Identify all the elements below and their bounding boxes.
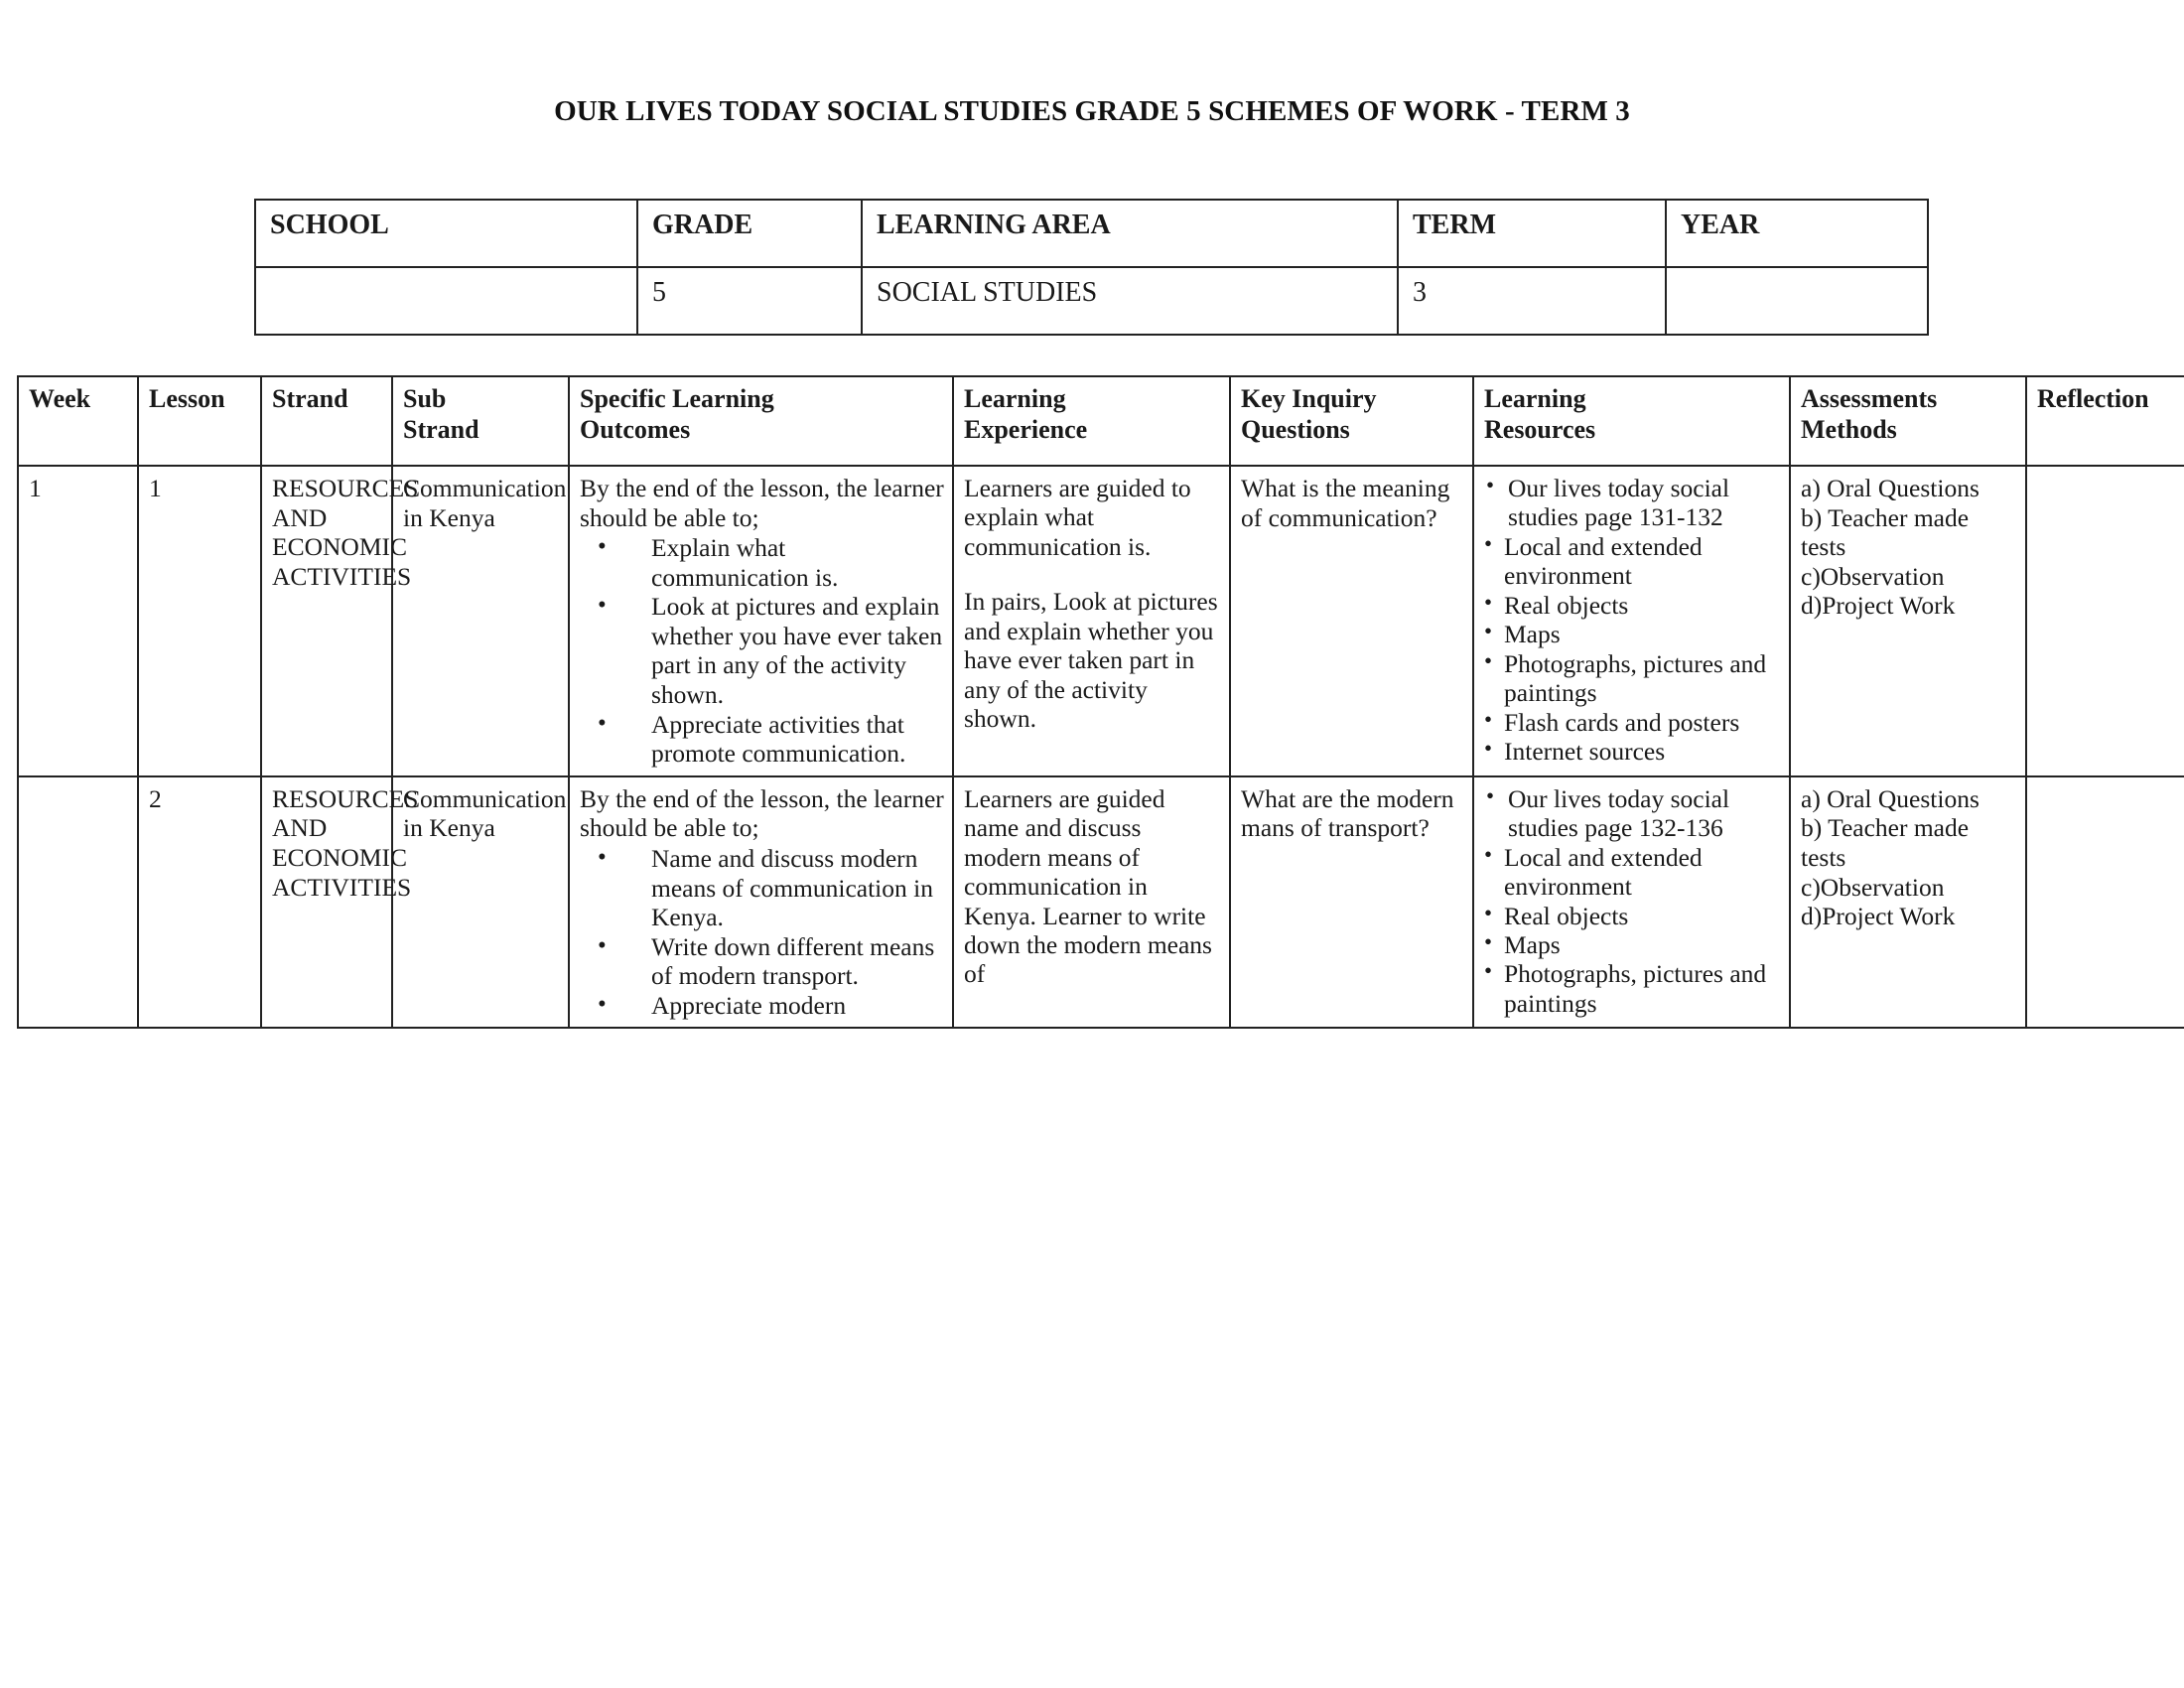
info-header-school: SCHOOL (255, 200, 637, 267)
cell-assessment-methods (1790, 776, 2026, 1029)
assessment-item: d)Project Work (1801, 902, 1956, 931)
info-value-year (1666, 267, 1928, 335)
list-item: • Local and extended environment (1484, 843, 1781, 902)
cell-key-inquiry-question: What is the meaning of communication? (1230, 466, 1473, 776)
learning-experience-paragraph-1: Learners are guided to explain what communication is. (964, 474, 1191, 561)
cell-learning-experience (953, 466, 1230, 776)
kiq-header-line2: Questions (1241, 414, 1350, 444)
assessment-item: c)Observation (1801, 872, 1945, 902)
learning-experience-paragraph-2: In pairs, Look at pictures and explain whether you have ever taken part in any of the activity shown. (964, 587, 1218, 734)
column-header-lesson: Lesson (138, 376, 261, 466)
cell-specific-learning-outcomes (569, 776, 953, 1029)
list-item: • Photographs, pictures and paintings (1484, 649, 1781, 708)
scheme-of-work-table (17, 375, 2184, 1029)
column-header-assessments-methods (1790, 376, 2026, 466)
column-header-learning-resources (1473, 376, 1790, 466)
list-item: • Photographs, pictures and paintings (1484, 959, 1781, 1018)
column-header-sub-strand (392, 376, 569, 466)
lres-header-line2: Resources (1484, 414, 1596, 444)
cell-strand: RESOURCES AND ECONOMIC ACTIVITIES (261, 466, 392, 776)
slo-bullet-list (580, 533, 944, 769)
assessment-item: a) Oral Questions (1801, 474, 1979, 502)
column-header-strand: Strand (261, 376, 392, 466)
resource-list (1484, 784, 1781, 1019)
cell-learning-experience (953, 776, 1230, 1029)
column-header-key-inquiry-questions (1230, 376, 1473, 466)
info-table-value-row (255, 267, 1928, 335)
assessment-item: a) Oral Questions (1801, 783, 1979, 813)
list-item: • Our lives today social studies page 131-132 (1484, 474, 1781, 532)
list-item: • Real objects (1484, 591, 1781, 620)
cell-sub-strand: Communication in Kenya (392, 466, 569, 776)
info-value-term: 3 (1398, 267, 1666, 335)
sub-strand-header-line1: Sub (403, 384, 447, 413)
list-item: • Flash cards and posters (1484, 708, 1781, 737)
list-item: • Real objects (1484, 902, 1781, 930)
cell-learning-resources (1473, 466, 1790, 776)
info-table-header-row (255, 200, 1928, 267)
resource-list (1484, 474, 1781, 766)
slo-bullet-list (580, 844, 944, 1020)
cell-assessment-methods (1790, 466, 2026, 776)
column-header-week: Week (18, 376, 138, 466)
lexp-header-line1: Learning (964, 384, 1066, 413)
cell-lesson: 2 (138, 776, 261, 1029)
column-header-learning-experience (953, 376, 1230, 466)
paragraph-spacer (964, 561, 1221, 587)
cell-strand: RESOURCES AND ECONOMIC ACTIVITIES (261, 776, 392, 1029)
kiq-header-line1: Key Inquiry (1241, 384, 1377, 413)
assess-header-line1: Assessments (1801, 384, 1938, 413)
list-item: • Internet sources (1484, 737, 1781, 766)
lres-header-line1: Learning (1484, 384, 1586, 413)
info-header-learning-area: LEARNING AREA (862, 200, 1398, 267)
info-header-grade: GRADE (637, 200, 862, 267)
cell-lesson: 1 (138, 466, 261, 776)
page-title: OUR LIVES TODAY SOCIAL STUDIES GRADE 5 SCHEMES OF WORK - TERM 3 (554, 95, 1630, 127)
learning-experience-paragraph-1: Learners are guided name and discuss modern means of communication in Kenya. Learner to write down the modern means of (964, 783, 1212, 989)
cell-learning-resources (1473, 776, 1790, 1029)
cell-sub-strand: Communication in Kenya (392, 776, 569, 1029)
list-item: • Maps (1484, 930, 1781, 959)
assessment-item: b) Teacher made tests (1801, 502, 1970, 562)
cell-reflection (2026, 466, 2184, 776)
cell-specific-learning-outcomes (569, 466, 953, 776)
cell-week (18, 776, 138, 1029)
cell-key-inquiry-question: What are the modern mans of transport? (1230, 776, 1473, 1029)
column-header-reflection: Reflection (2026, 376, 2184, 466)
list-item: • Maps (1484, 620, 1781, 648)
lexp-header-line2: Experience (964, 414, 1088, 444)
school-info-table (254, 199, 1929, 336)
cell-week: 1 (18, 466, 138, 776)
slo-lead-text: By the end of the lesson, the learner should be able to; (580, 474, 944, 532)
assessment-item: c)Observation (1801, 561, 1945, 591)
sub-strand-header-line2: Strand (403, 414, 479, 444)
cell-reflection (2026, 776, 2184, 1029)
assessment-item: d)Project Work (1801, 591, 1956, 621)
assessment-item: b) Teacher made tests (1801, 813, 1970, 872)
slo-header-line1: Specific Learning (580, 384, 774, 413)
slo-header-line2: Outcomes (580, 414, 691, 444)
table-row (18, 466, 2184, 776)
list-item: • Local and extended environment (1484, 532, 1781, 591)
info-value-school (255, 267, 637, 335)
list-item: • Appreciate modern (580, 991, 944, 1021)
table-row (18, 776, 2184, 1029)
slo-lead-text: By the end of the lesson, the learner should be able to; (580, 783, 944, 843)
scheme-header-row (18, 376, 2184, 466)
assess-header-line2: Methods (1801, 414, 1897, 444)
list-item: • Explain what communication is. (580, 533, 944, 592)
list-item: • Look at pictures and explain whether you have ever taken part in any of the activity shown. (580, 592, 944, 709)
info-header-year: YEAR (1666, 200, 1928, 267)
list-item: • Name and discuss modern means of communication in Kenya. (580, 844, 944, 932)
list-item: • Our lives today social studies page 132-136 (1484, 784, 1781, 843)
column-header-specific-learning-outcomes (569, 376, 953, 466)
info-value-grade: 5 (637, 267, 862, 335)
list-item: • Appreciate activities that promote communication. (580, 710, 944, 769)
list-item: • Write down different means of modern transport. (580, 932, 944, 991)
info-value-learning-area: SOCIAL STUDIES (862, 267, 1398, 335)
info-header-term: TERM (1398, 200, 1666, 267)
